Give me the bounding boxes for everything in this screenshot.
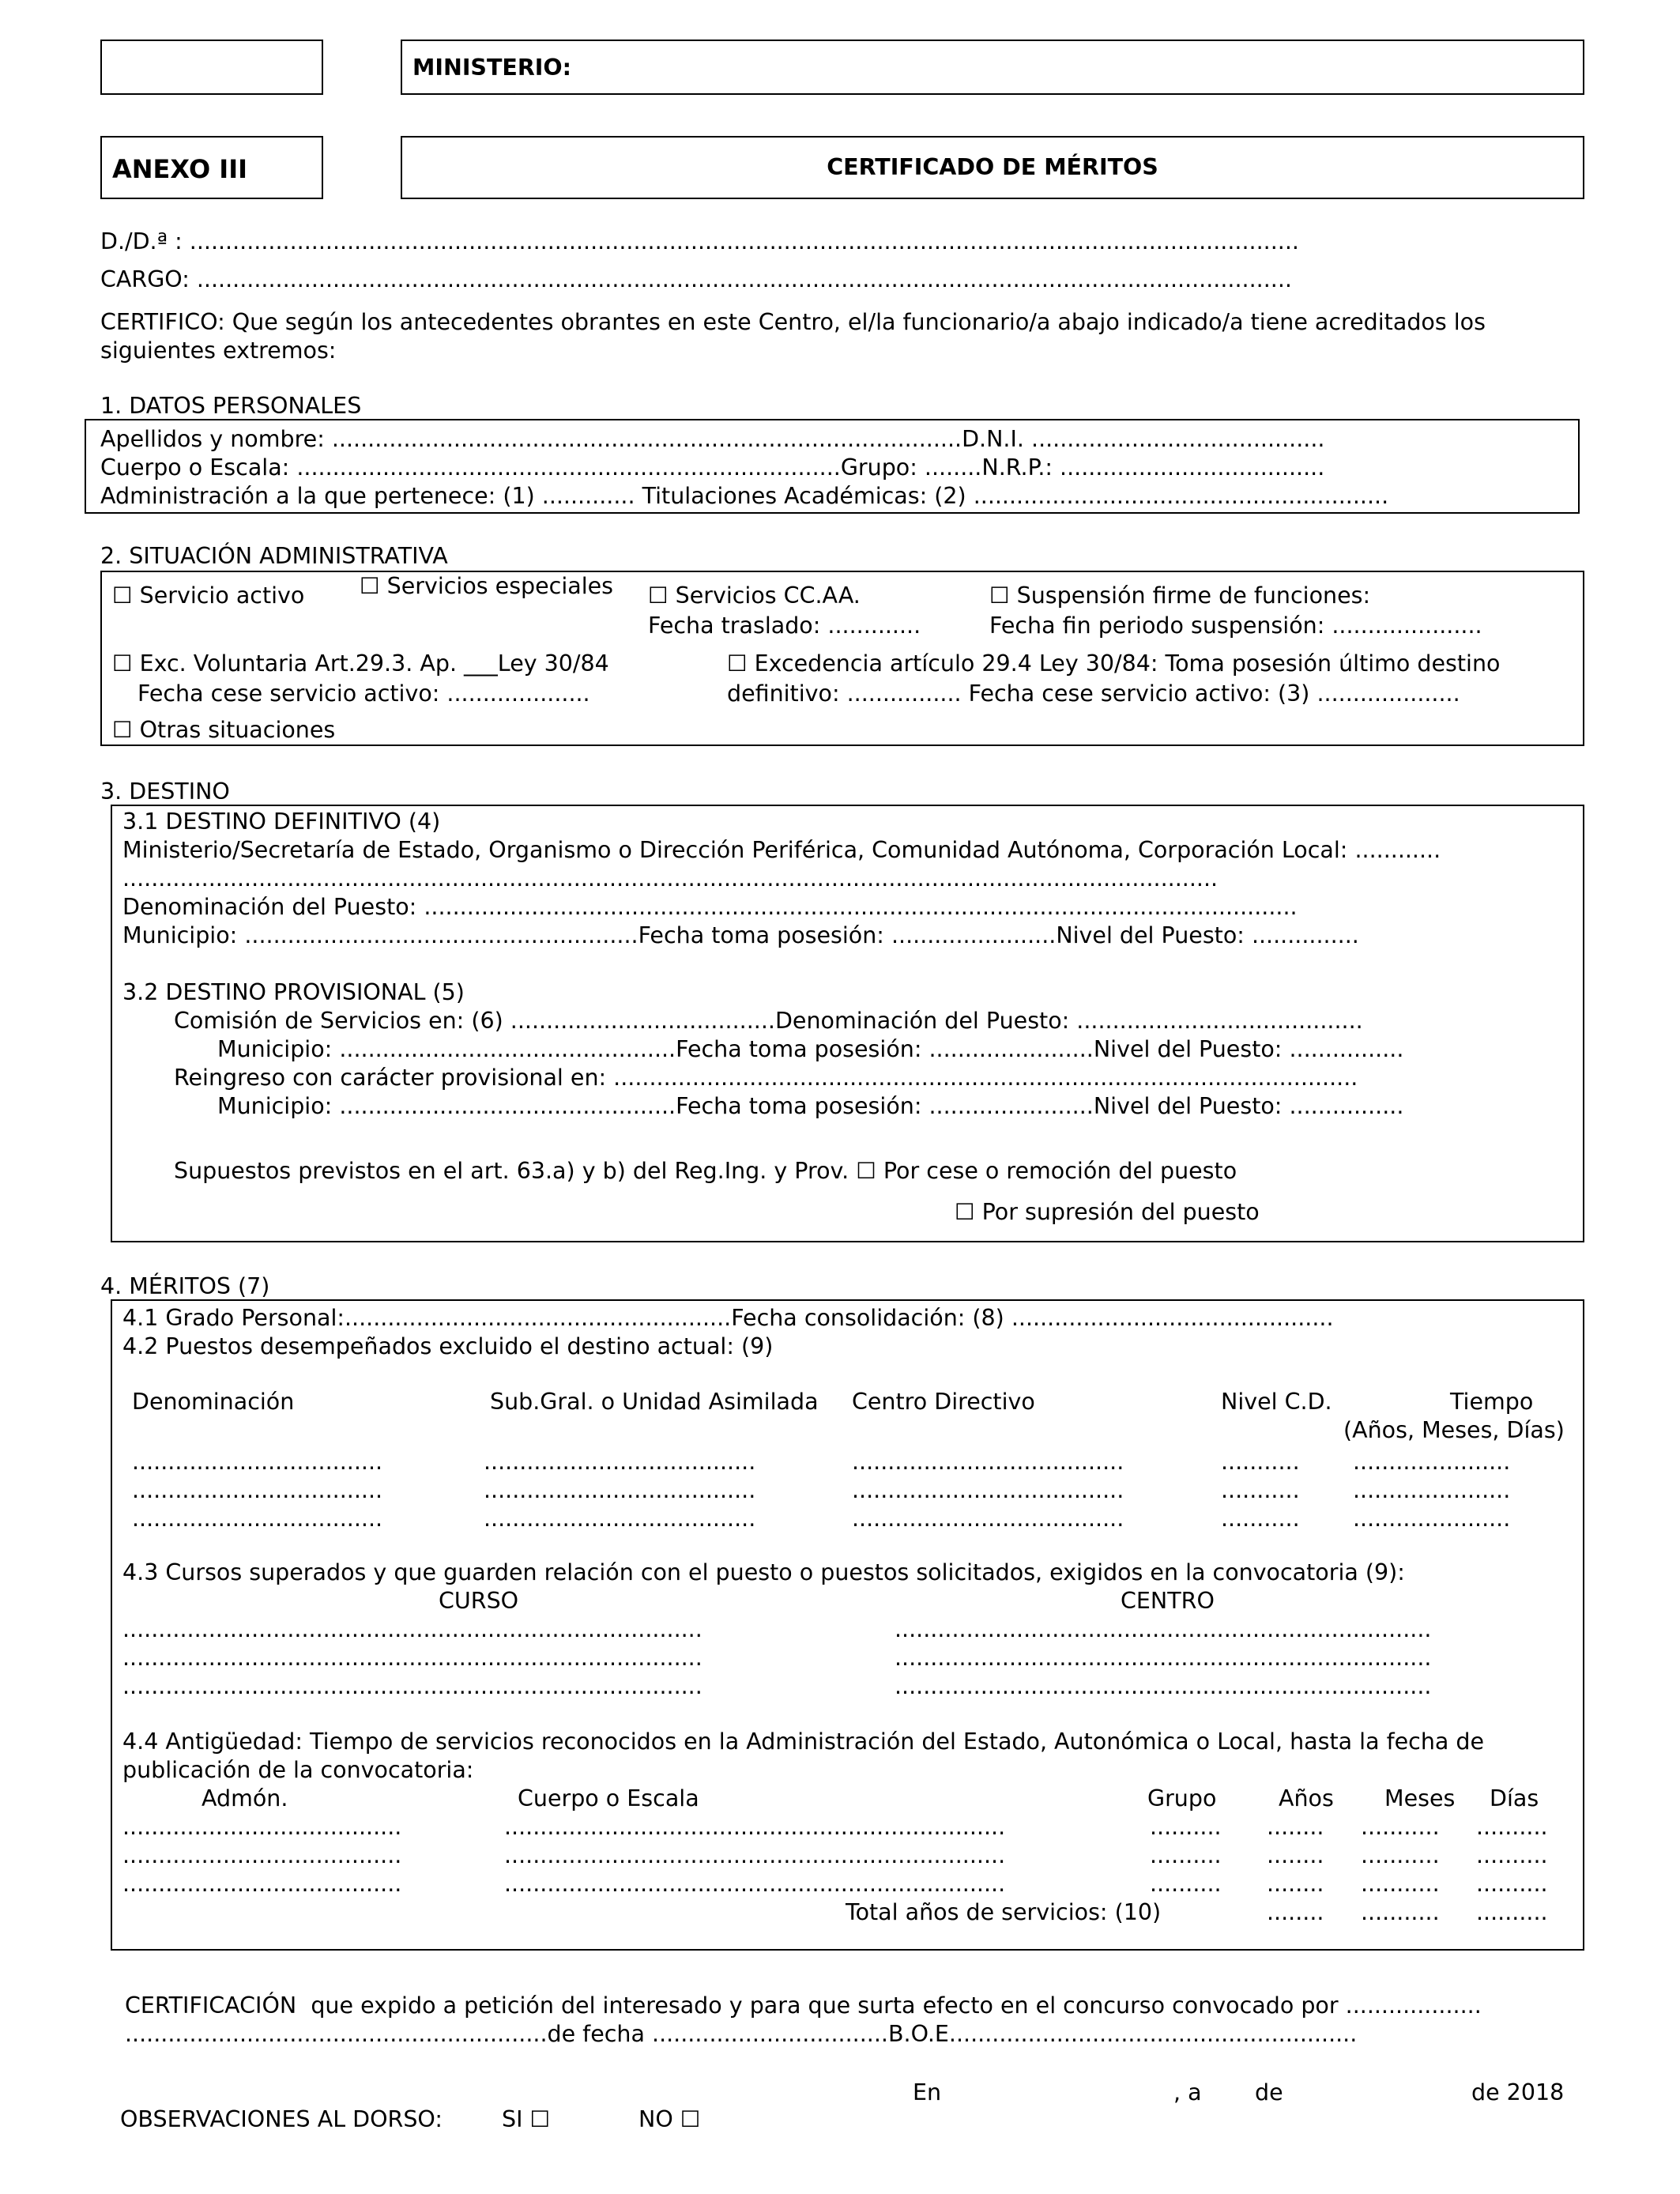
puesto-centro-3[interactable]: ...................................... bbox=[852, 1506, 1124, 1532]
servicios-ccaa-checkbox[interactable]: ☐ Servicios CC.AA. bbox=[648, 582, 861, 609]
certifico-line-2: siguientes extremos: bbox=[100, 337, 337, 364]
antig-anios-1[interactable]: ........ bbox=[1267, 1814, 1324, 1840]
excedencia-checkbox[interactable]: ☐ Excedencia artículo 29.4 Ley 30/84: Toma posesión último destino bbox=[727, 650, 1501, 677]
total-dias[interactable]: .......... bbox=[1476, 1899, 1548, 1925]
fecha-fin-suspension-field[interactable]: Fecha fin periodo suspensión: ..................... bbox=[989, 613, 1482, 639]
puesto-subgral-2[interactable]: ...................................... bbox=[484, 1477, 756, 1503]
antig-meses-2[interactable]: ........... bbox=[1361, 1842, 1440, 1868]
puesto-nivel-3[interactable]: ........... bbox=[1221, 1506, 1300, 1532]
antig-anios-2[interactable]: ........ bbox=[1267, 1842, 1324, 1868]
col-subgral: Sub.Gral. o Unidad Asimilada bbox=[490, 1389, 819, 1415]
total-meses[interactable]: ........... bbox=[1361, 1899, 1440, 1925]
observaciones-si-checkbox[interactable]: SI ☐ bbox=[502, 2106, 551, 2132]
supresion-checkbox[interactable]: ☐ Por supresión del puesto bbox=[955, 1199, 1260, 1225]
col-grupo: Grupo bbox=[1147, 1785, 1217, 1811]
antig-admon-1[interactable]: ....................................... bbox=[122, 1814, 402, 1840]
puestos-desempenados-label: 4.2 Puestos desempeñados excluido el destino actual: (9) bbox=[122, 1333, 774, 1359]
puesto-denominacion-2[interactable]: ................................... bbox=[132, 1477, 383, 1503]
antig-anios-3[interactable]: ........ bbox=[1267, 1871, 1324, 1897]
destino-definitivo-title: 3.1 DESTINO DEFINITIVO (4) bbox=[122, 809, 441, 835]
antig-dias-3[interactable]: .......... bbox=[1476, 1871, 1548, 1897]
puesto-nivel-1[interactable]: ........... bbox=[1221, 1449, 1300, 1475]
puesto-tiempo-1[interactable]: ...................... bbox=[1353, 1449, 1511, 1475]
supuestos-cese-checkbox[interactable]: Supuestos previstos en el art. 63.a) y b) del Reg.Ing. y Prov. ☐ Por cese o remoción del puesto bbox=[174, 1158, 1237, 1184]
exc-voluntaria-checkbox[interactable]: ☐ Exc. Voluntaria Art.29.3. Ap. ___Ley 30/84 bbox=[112, 650, 609, 677]
col-centro-directivo: Centro Directivo bbox=[852, 1389, 1035, 1415]
col-anios: Años bbox=[1279, 1785, 1334, 1811]
antig-cuerpo-3[interactable]: ...................................................................... bbox=[504, 1871, 1006, 1897]
header-blank-box bbox=[100, 40, 323, 95]
antiguedad-label: 4.4 Antigüedad: Tiempo de servicios reconocidos en la Administración del Estado, Autonómica o Local, hasta la fecha de bbox=[122, 1728, 1485, 1755]
suspension-checkbox[interactable]: ☐ Suspensión firme de funciones: bbox=[989, 582, 1371, 609]
servicio-activo-checkbox[interactable]: ☐ Servicio activo bbox=[112, 582, 305, 609]
curso-centro-3[interactable]: ........................................................................... bbox=[895, 1673, 1432, 1699]
section-3-heading: 3. DESTINO bbox=[100, 778, 230, 805]
section-4-heading: 4. MÉRITOS (7) bbox=[100, 1273, 270, 1299]
administracion-field[interactable]: Administración a la que pertenece: (1) ............. Titulaciones Académicas: (2) .......................................................... bbox=[100, 483, 1389, 509]
curso-1[interactable]: ................................................................................. bbox=[122, 1616, 703, 1642]
cuerpo-field[interactable]: Cuerpo o Escala: ............................................................................Grupo: ........N.R.P.: ..................................... bbox=[100, 454, 1325, 481]
comision-servicios-field[interactable]: Comisión de Servicios en: (6) .....................................Denominación del Puesto: ........................................ bbox=[174, 1008, 1363, 1034]
observaciones-no-checkbox[interactable]: NO ☐ bbox=[638, 2106, 701, 2132]
puesto-subgral-1[interactable]: ...................................... bbox=[484, 1449, 756, 1475]
antig-grupo-1[interactable]: .......... bbox=[1150, 1814, 1222, 1840]
antig-admon-2[interactable]: ....................................... bbox=[122, 1842, 402, 1868]
cargo-field[interactable]: CARGO: ......................................................................................................................................................... bbox=[100, 266, 1292, 292]
excedencia-fecha-field[interactable]: definitivo: ................ Fecha cese servicio activo: (3) .................... bbox=[727, 680, 1460, 707]
reingreso-municipio-field[interactable]: Municipio: ...............................................Fecha toma posesión: .......................Nivel del Puesto: ................ bbox=[217, 1093, 1404, 1119]
anexo-label: ANEXO III bbox=[112, 154, 247, 184]
antig-cuerpo-2[interactable]: ...................................................................... bbox=[504, 1842, 1006, 1868]
fecha-traslado-field[interactable]: Fecha traslado: ............. bbox=[648, 613, 921, 639]
grado-personal-field[interactable]: 4.1 Grado Personal:......................................................Fecha consolidación: (8) ............................................. bbox=[122, 1305, 1334, 1331]
puesto-centro-2[interactable]: ...................................... bbox=[852, 1477, 1124, 1503]
def-ministerio-field[interactable]: Ministerio/Secretaría de Estado, Organismo o Dirección Periférica, Comunidad Autónoma, Corporación Local: ............ bbox=[122, 837, 1441, 863]
puesto-denominacion-3[interactable]: ................................... bbox=[132, 1506, 383, 1532]
antig-dias-2[interactable]: .......... bbox=[1476, 1842, 1548, 1868]
puesto-subgral-3[interactable]: ...................................... bbox=[484, 1506, 756, 1532]
cursos-label: 4.3 Cursos superados y que guarden relación con el puesto o puestos solicitados, exigidos en la convocatoria (9): bbox=[122, 1559, 1405, 1585]
antig-grupo-3[interactable]: .......... bbox=[1150, 1871, 1222, 1897]
certificacion-line-2[interactable]: ...........................................................de fecha .................................B.O.E......................................................... bbox=[125, 2021, 1358, 2047]
curso-centro-1[interactable]: ........................................................................... bbox=[895, 1616, 1432, 1642]
col-nivel-cd: Nivel C.D. bbox=[1221, 1389, 1332, 1415]
observaciones-label: OBSERVACIONES AL DORSO: bbox=[120, 2106, 443, 2132]
antiguedad-label-2: publicación de la convocatoria: bbox=[122, 1757, 474, 1783]
certifico-line-1: CERTIFICO: Que según los antecedentes obrantes en este Centro, el/la funcionario/a abajo indicado/a tiene acreditados los bbox=[100, 309, 1486, 335]
puesto-centro-1[interactable]: ...................................... bbox=[852, 1449, 1124, 1475]
col-tiempo: Tiempo bbox=[1450, 1389, 1534, 1415]
ministerio-box[interactable] bbox=[401, 40, 1584, 95]
curso-2[interactable]: ................................................................................. bbox=[122, 1645, 703, 1671]
en-label: En bbox=[913, 2079, 942, 2105]
def-denominacion-field[interactable]: Denominación del Puesto: .......................................................................................................................... bbox=[122, 894, 1298, 920]
puesto-denominacion-1[interactable]: ................................... bbox=[132, 1449, 383, 1475]
curso-3[interactable]: ................................................................................. bbox=[122, 1673, 703, 1699]
dda-field[interactable]: D./D.ª : ........................................................................................................................................................... bbox=[100, 228, 1299, 254]
def-ministerio-continued-field[interactable]: ......................................................................................................................................................... bbox=[122, 865, 1219, 892]
curso-centro-2[interactable]: ........................................................................... bbox=[895, 1645, 1432, 1671]
otras-situaciones-checkbox[interactable]: ☐ Otras situaciones bbox=[112, 717, 336, 743]
col-meses: Meses bbox=[1384, 1785, 1456, 1811]
col-admon: Admón. bbox=[202, 1785, 288, 1811]
antig-meses-3[interactable]: ........... bbox=[1361, 1871, 1440, 1897]
puesto-nivel-2[interactable]: ........... bbox=[1221, 1477, 1300, 1503]
col-cuerpo-escala: Cuerpo o Escala bbox=[518, 1785, 699, 1811]
page-title: CERTIFICADO DE MÉRITOS bbox=[827, 154, 1158, 180]
col-tiempo-sub: (Años, Meses, Días) bbox=[1343, 1417, 1565, 1443]
a-label: , a bbox=[1173, 2079, 1202, 2105]
antig-cuerpo-1[interactable]: ...................................................................... bbox=[504, 1814, 1006, 1840]
servicios-especiales-checkbox[interactable]: ☐ Servicios especiales bbox=[360, 573, 614, 599]
section-1-heading: 1. DATOS PERSONALES bbox=[100, 393, 362, 419]
section-2-heading: 2. SITUACIÓN ADMINISTRATIVA bbox=[100, 543, 448, 569]
col-dias: Días bbox=[1490, 1785, 1539, 1811]
antig-admon-3[interactable]: ....................................... bbox=[122, 1871, 402, 1897]
puesto-tiempo-3[interactable]: ...................... bbox=[1353, 1506, 1511, 1532]
year-label: de 2018 bbox=[1471, 2079, 1565, 2105]
antig-dias-1[interactable]: .......... bbox=[1476, 1814, 1548, 1840]
certificacion-line-1[interactable]: CERTIFICACIÓN que expido a petición del interesado y para que surta efecto en el concurso convocado por ................... bbox=[125, 1992, 1482, 2019]
apellidos-field[interactable]: Apellidos y nombre: ........................................................................................D.N.I. ......................................... bbox=[100, 426, 1325, 452]
destino-provisional-title: 3.2 DESTINO PROVISIONAL (5) bbox=[122, 979, 465, 1005]
antig-meses-1[interactable]: ........... bbox=[1361, 1814, 1440, 1840]
reingreso-field[interactable]: Reingreso con carácter provisional en: ........................................................................................................ bbox=[174, 1065, 1358, 1091]
col-denominacion: Denominación bbox=[132, 1389, 295, 1415]
de-label: de bbox=[1255, 2079, 1283, 2105]
col-centro-curso: CENTRO bbox=[1121, 1588, 1215, 1614]
def-municipio-field[interactable]: Municipio: .......................................................Fecha toma posesión: .......................Nivel del Puesto: ............... bbox=[122, 922, 1359, 948]
total-servicios-label: Total años de servicios: (10) bbox=[846, 1899, 1162, 1925]
total-anios[interactable]: ........ bbox=[1267, 1899, 1324, 1925]
ministerio-label: MINISTERIO: bbox=[412, 55, 572, 81]
puesto-tiempo-2[interactable]: ...................... bbox=[1353, 1477, 1511, 1503]
antig-grupo-2[interactable]: .......... bbox=[1150, 1842, 1222, 1868]
fecha-cese-field[interactable]: Fecha cese servicio activo: .................... bbox=[137, 680, 590, 707]
prov-municipio-field[interactable]: Municipio: ...............................................Fecha toma posesión: .......................Nivel del Puesto: ................ bbox=[217, 1036, 1404, 1062]
col-curso: CURSO bbox=[439, 1588, 519, 1614]
